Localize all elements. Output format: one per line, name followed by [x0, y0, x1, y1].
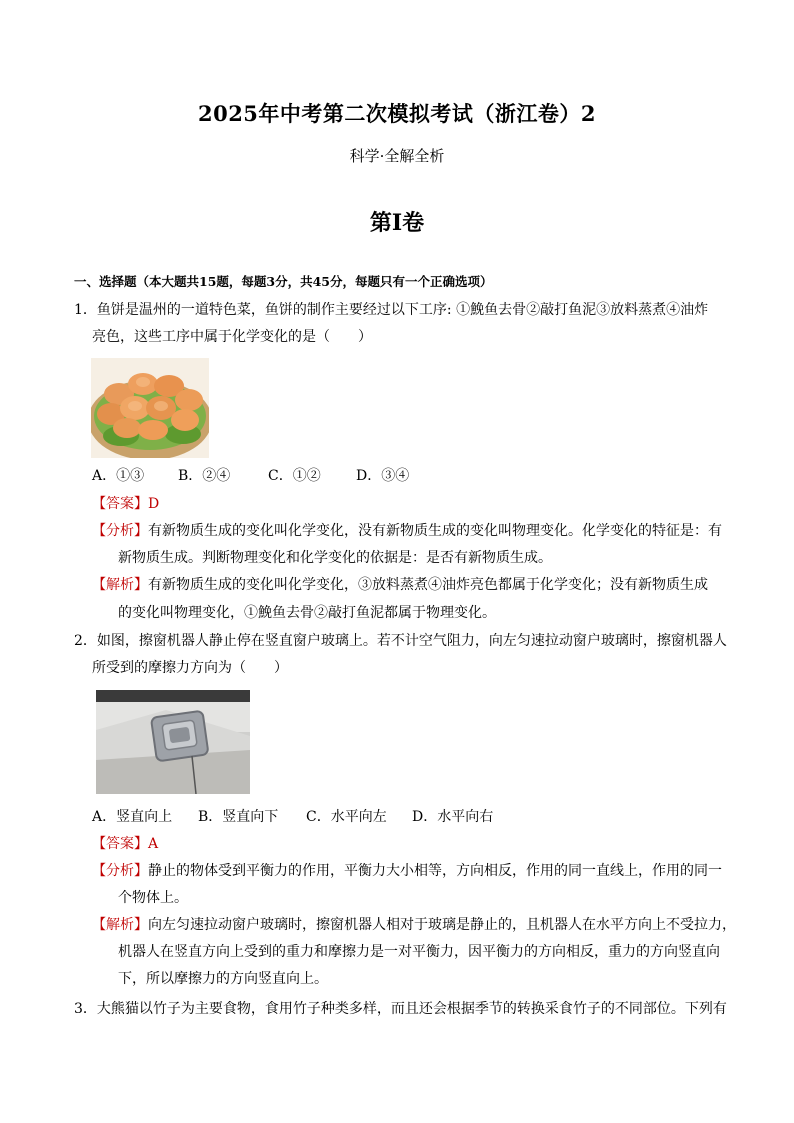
q1-stem-line1: 1．鱼饼是温州的一道特色菜，鱼饼的制作主要经过以下工序: ①鮸鱼去骨②敲打鱼泥③放料蒸煮④油炸	[74, 302, 709, 318]
q2-analysis-line2: 个物体上。	[118, 890, 188, 906]
q2-option-b[interactable]: B．竖直向下	[198, 809, 279, 825]
analysis-tag: 【分析】	[92, 523, 148, 539]
window-cleaning-robot-image	[96, 690, 250, 794]
analysis-text: 静止的物体受到平衡力的作用，平衡力大小相等，方向相反，作用的同一直线上，作用的同一	[148, 863, 722, 879]
q1-option-d[interactable]: D．③④	[356, 468, 410, 484]
explain-text: 向左匀速拉动窗户玻璃时，擦窗机器人相对于玻璃是静止的，且机器人在水平方向上不受拉力，	[148, 917, 736, 933]
q2-stem-line1: 2．如图，擦窗机器人静止停在竖直窗户玻璃上。若不计空气阻力，向左匀速拉动窗户玻璃时，擦窗机器人	[74, 633, 727, 649]
q2-explain-line2: 机器人在竖直方向上受到的重力和摩擦力是一对平衡力，因平衡力的方向相反，重力的方向竖直向	[118, 944, 720, 960]
q3-stem-line1: 3．大熊猫以竹子为主要食物，食用竹子种类多样，而且还会根据季节的转换采食竹子的不同部位。下列有	[74, 1001, 727, 1017]
q1-analysis-line1	[92, 521, 722, 541]
q2-option-a[interactable]: A．竖直向上	[92, 809, 173, 825]
page-subtitle: 科学·全解全析	[349, 147, 445, 165]
q2-option-d[interactable]: D．水平向右	[412, 809, 494, 825]
volume-title: 第Ⅰ卷	[369, 210, 425, 236]
q1-options	[92, 466, 409, 486]
explain-tag: 【解析】	[92, 577, 148, 593]
q2-stem-line2: 所受到的摩擦力方向为（ ）	[92, 660, 288, 676]
analysis-text: 有新物质生成的变化叫化学变化，没有新物质生成的变化叫物理变化。化学变化的特征是：有	[148, 523, 722, 539]
q2-explain-line3: 下，所以摩擦力的方向竖直向上。	[118, 971, 328, 987]
answer-value: A	[148, 836, 159, 852]
q1-option-a[interactable]: A．①③	[92, 468, 145, 484]
q1-stem-line2: 亮色，这些工序中属于化学变化的是（ ）	[92, 329, 372, 345]
analysis-tag: 【分析】	[92, 863, 148, 879]
explain-text: 有新物质生成的变化叫化学变化，③放料蒸煮④油炸亮色都属于化学变化；没有新物质生成	[148, 577, 708, 593]
q2-explain-line1	[92, 915, 736, 935]
fish-cake-image	[91, 358, 209, 458]
answer-tag: 【答案】	[92, 836, 148, 852]
answer-value: D	[148, 496, 160, 512]
page-title: 2025年中考第二次模拟考试（浙江卷）2	[197, 101, 597, 126]
q2-option-c[interactable]: C．水平向左	[306, 809, 387, 825]
section-heading: 一、选择题（本大题共15题，每题3分，共45分，每题只有一个正确选项）	[74, 274, 493, 289]
answer-tag: 【答案】	[92, 496, 148, 512]
q2-answer	[92, 834, 158, 854]
q1-explain-line1	[92, 575, 708, 595]
q1-option-c[interactable]: C．①②	[268, 468, 321, 484]
q1-answer	[92, 494, 159, 514]
q1-explain-line2: 的变化叫物理变化，①鮸鱼去骨②敲打鱼泥都属于物理变化。	[118, 605, 496, 621]
explain-tag: 【解析】	[92, 917, 148, 933]
q2-options	[92, 807, 493, 827]
q1-analysis-line2: 新物质生成。判断物理变化和化学变化的依据是：是否有新物质生成。	[118, 550, 552, 566]
q1-option-b[interactable]: B．②④	[178, 468, 231, 484]
q2-analysis-line1	[92, 861, 722, 881]
